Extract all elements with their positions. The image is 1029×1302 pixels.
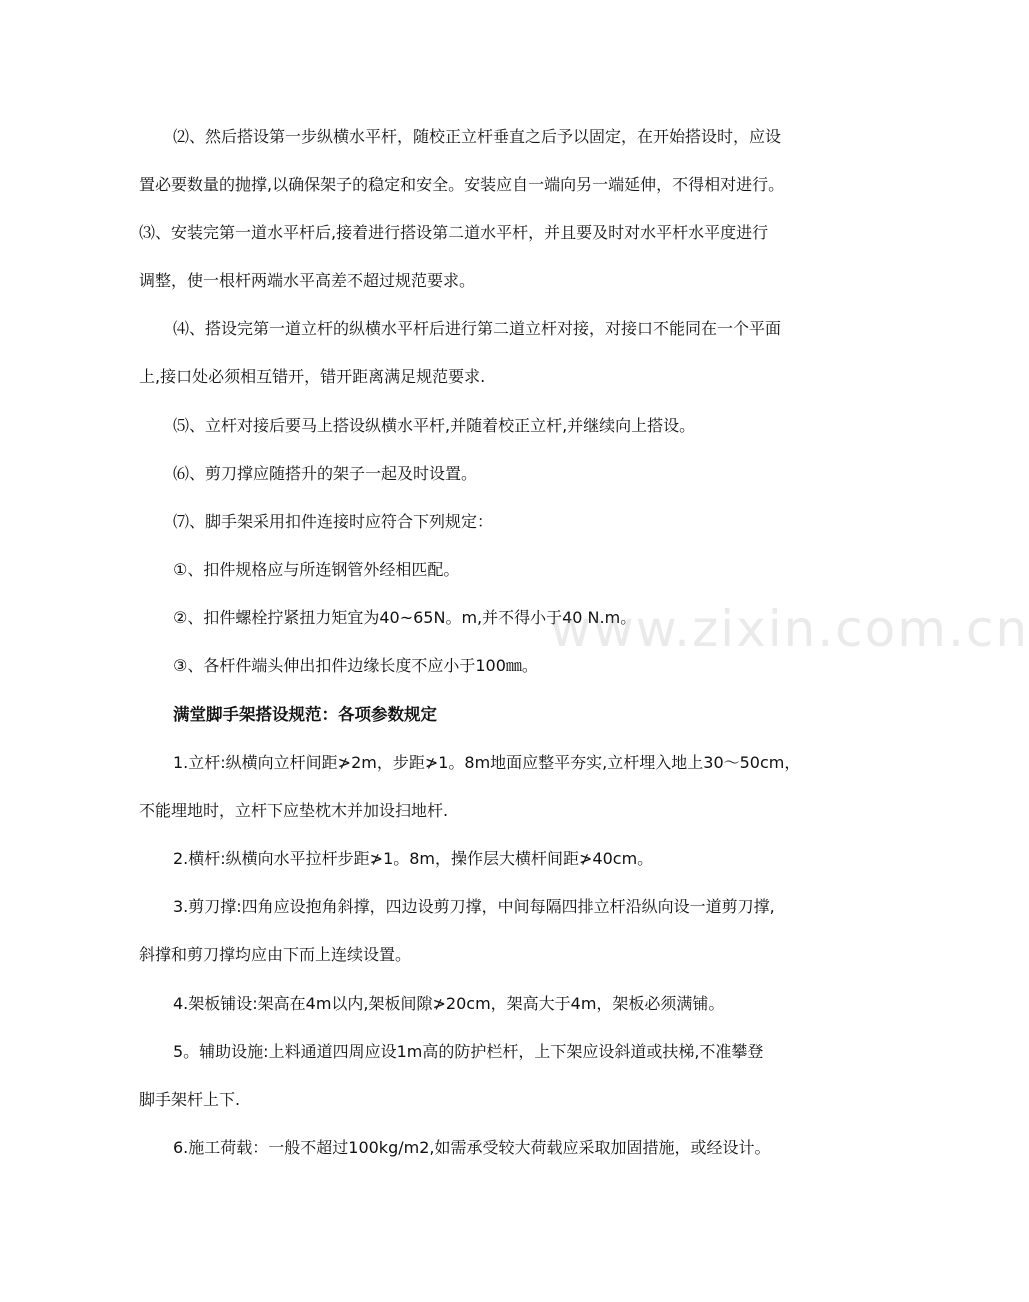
paragraph-2-line-2: 置必要数量的抛撑,以确保架子的稳定和安全。安装应自一端向另一端延伸，不得相对进行。: [139, 175, 785, 194]
spec-1-line-2: 不能埋地时，立杆下应垫枕木并加设扫地杆.: [139, 801, 449, 820]
spec-5-line-1: 5。辅助设施:上料通道四周应设1m高的防护栏杆，上下架应设斜道或扶梯,不准攀登: [173, 1042, 764, 1061]
paragraph-3-line-2: 调整，使一根杆两端水平高差不超过规范要求。: [139, 271, 476, 290]
paragraph-3-line-1: ⑶、安装完第一道水平杆后,接着进行搭设第二道水平杆，并且要及时对水平杆水平度进行: [139, 223, 769, 242]
spec-1-line-1: 1.立杆:纵横向立杆间距≯2m，步距≯1。8m地面应整平夯实,立杆埋入地上30～50cm，: [173, 753, 801, 772]
rule-item-3: ③、各杆件端头伸出扣件边缘长度不应小于100㎜。: [173, 656, 538, 675]
paragraph-7: ⑺、脚手架采用扣件连接时应符合下列规定：: [173, 512, 494, 531]
spec-3-line-1: 3.剪刀撑:四角应设抱角斜撑，四边设剪刀撑，中间每隔四排立杆沿纵向设一道剪刀撑,: [173, 897, 775, 916]
watermark: www.zixin.com.cn: [550, 600, 1029, 658]
paragraph-5: ⑸、立杆对接后要马上搭设纵横水平杆,并随着校正立杆,并继续向上搭设。: [173, 416, 696, 435]
paragraph-2-line-1: ⑵、然后搭设第一步纵横水平杆，随校正立杆垂直之后予以固定，在开始搭设时，应设: [173, 127, 782, 146]
spec-2: 2.横杆:纵横向水平拉杆步距≯1。8m，操作层大横杆间距≯40cm。: [173, 849, 654, 868]
paragraph-6: ⑹、剪刀撑应随搭升的架子一起及时设置。: [173, 464, 478, 483]
spec-4: 4.架板铺设:架高在4m以内,架板间隙≯20cm，架高大于4m，架板必须满铺。: [173, 994, 725, 1013]
spec-6: 6.施工荷载：一般不超过100kg/m2,如需承受较大荷载应采取加固措施，或经设计。: [173, 1138, 771, 1157]
spec-3-line-2: 斜撑和剪刀撑均应由下而上连续设置。: [139, 945, 412, 964]
rule-item-2: ②、扣件螺栓拧紧扭力矩宜为40~65N。m,并不得小于40 N.m。: [173, 608, 637, 627]
paragraph-4-line-2: 上,接口处必须相互错开，错开距离满足规范要求.: [139, 367, 486, 386]
section-heading: 满堂脚手架搭设规范：各项参数规定: [173, 705, 437, 724]
rule-item-1: ①、扣件规格应与所连钢管外经相匹配。: [173, 560, 460, 579]
spec-5-line-2: 脚手架杆上下.: [139, 1090, 241, 1109]
paragraph-4-line-1: ⑷、搭设完第一道立杆的纵横水平杆后进行第二道立杆对接，对接口不能同在一个平面: [173, 319, 782, 338]
